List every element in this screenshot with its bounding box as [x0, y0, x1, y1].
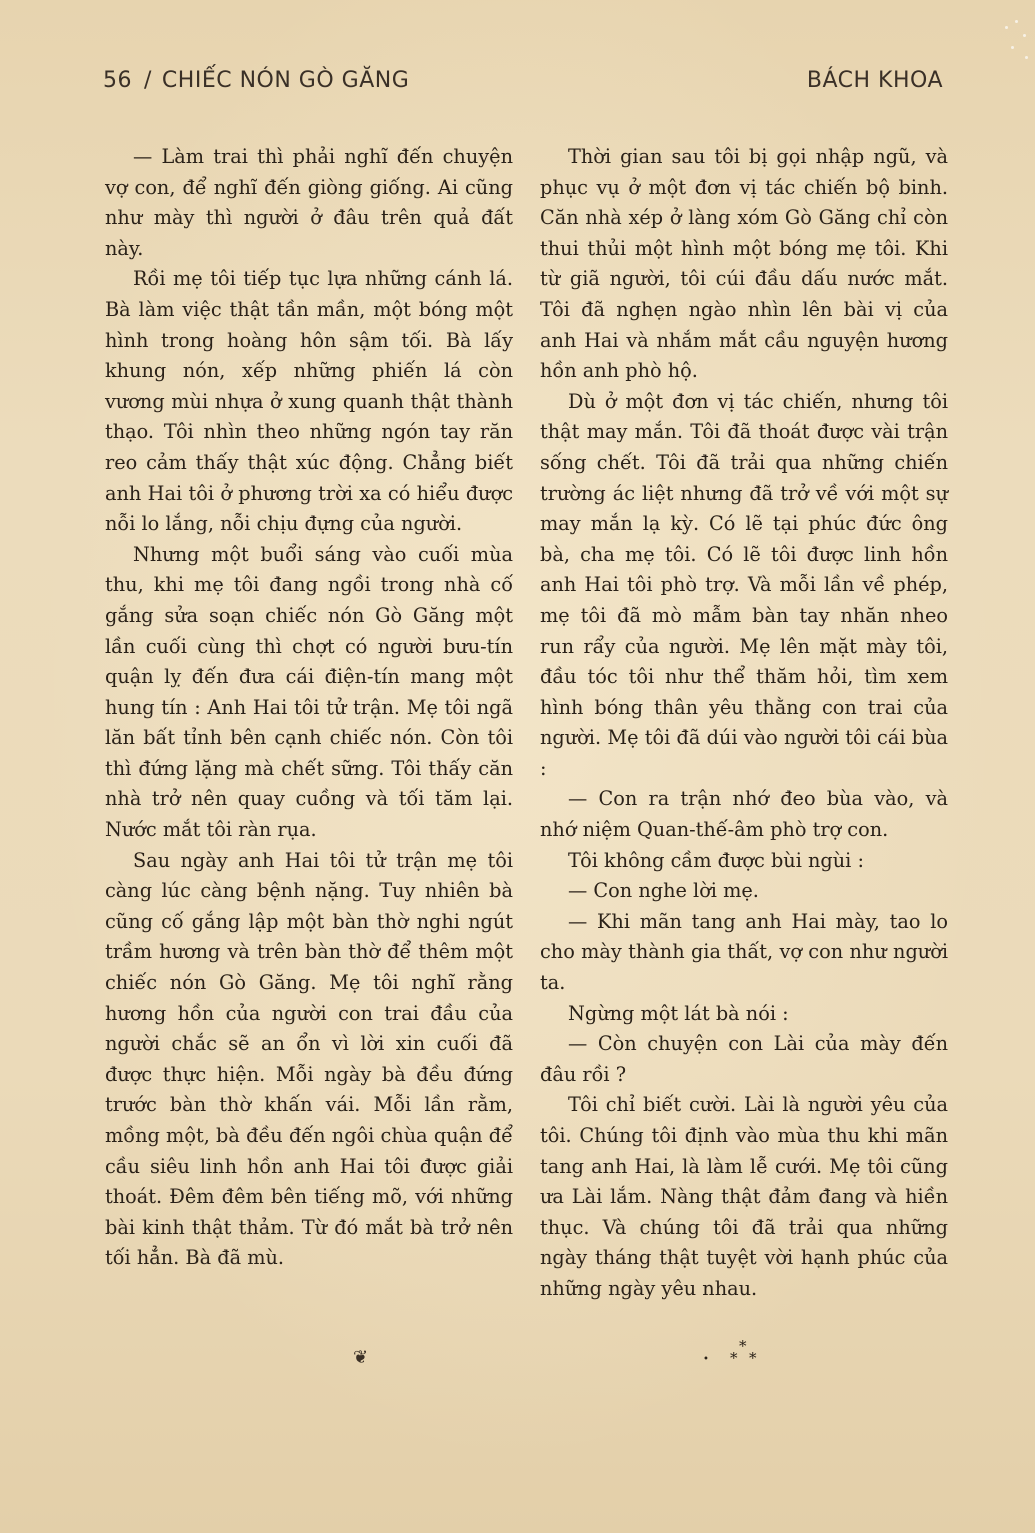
paragraph: — Làm trai thì phải nghĩ đến chuyện vợ con, để nghĩ đến giòng giống. Ai cũng như mày thì người ở đâu trên quả đất này. [105, 145, 513, 260]
dialogue-line: — Khi mãn tang anh Hai mày, tao lo cho mày thành gia thất, vợ con như người ta. [540, 909, 948, 995]
header-separator: / [144, 68, 152, 93]
paragraph: Rồi mẹ tôi tiếp tục lựa những cánh lá. Bà làm việc thật tần mần, một bóng một hình trong hoàng hôn sậm tối. Bà lấy khung nón, xếp những phiến lá còn vương mùi nhựa ở xung quanh thật thành thạo. Tôi nhìn theo những ngón tay răn reo cảm thấy thật xúc động. Chẳng biết anh Hai tôi ở phương trời xa có hiểu được nỗi lo lắng, nỗi chịu đựng của người. [105, 267, 513, 536]
dialogue-line: — Còn chuyện con Lài của mày đến đâu rồi ? [540, 1032, 948, 1086]
header-left [103, 68, 409, 93]
paragraph: Tôi chỉ biết cười. Lài là người yêu của tôi. Chúng tôi định vào mùa thu khi mãn tang anh Hai, là làm lễ cưới. Mẹ tôi cũng ưa Lài lắm. Nàng thật đảm đang và hiền thục. Và chúng tôi đã trải qua những ngày tháng thật tuyệt vời hạnh phúc của những ngày yêu nhau. [540, 1093, 948, 1300]
speck [1023, 34, 1026, 37]
paragraph: Nhưng một buổi sáng vào cuối mùa thu, khi mẹ tôi đang ngồi trong nhà cố gắng sửa soạn chiếc nón Gò Găng một lần cuối cùng thì chợt có người bưu-tín quận lỵ đến đưa cái điện-tín mang một hung tín : Anh Hai tôi tử trận. Mẹ tôi ngã lăn bất tỉnh bên cạnh chiếc nón. Còn tôi thì đứng lặng mà chết sững. Tôi thấy căn nhà trở nên quay cuồng và tối tăm lại. Nước mắt tôi ràn rụa. [105, 542, 513, 842]
magazine-name: BÁCH KHOA [806, 68, 943, 93]
paragraph: Thời gian sau tôi bị gọi nhập ngũ, và phục vụ ở một đơn vị tác chiến bộ binh. Căn nhà xép ở làng xóm Gò Găng chỉ còn thui thủi một hình một bóng mẹ tôi. Khi từ giã người, tôi cúi đầu dấu nước mắt. Tôi đã nghẹn ngào nhìn lên bài vị của anh Hai và nhắm mắt cầu nguyện hương hồn anh phò hộ. [540, 145, 948, 383]
dot-mark: • [703, 1354, 710, 1365]
star-mark: * [730, 1349, 739, 1367]
star-mark: * [739, 1337, 748, 1355]
right-column [540, 142, 948, 1305]
paper-specks [1001, 12, 1031, 72]
paragraph: Sau ngày anh Hai tôi tử trận mẹ tôi càng lúc càng bệnh nặng. Tuy nhiên bà cũng cố gắng lập một bàn thờ nghi ngút trầm hương và trên bàn thờ để thêm một chiếc nón Gò Găng. Mẹ tôi nghĩ rằng hương hồn của người con trai đầu của người chắc sẽ an ổn vì lời xin cuối đã được thực hiện. Mỗi ngày bà đều đứng trước bàn thờ khấn vái. Mỗi lần rằm, mồng một, bà đều đến ngôi chùa quận để cầu siêu linh hồn anh Hai tôi được giải thoát. Đêm đêm bên tiếng mõ, với những bài kinh thật thảm. Từ đó mắt bà trở nên tối hẳn. Bà đã mù. [105, 848, 513, 1270]
article-title: CHIẾC NÓN GÒ GĂNG [161, 68, 410, 93]
end-ornament-icon: ❦ [353, 1347, 369, 1368]
page-number: 56 [103, 68, 132, 93]
speck [1015, 20, 1018, 23]
page-header [103, 68, 943, 102]
dialogue-line: — Con ra trận nhớ đeo bùa vào, và nhớ niệm Quan-thế-âm phò trợ con. [540, 787, 948, 842]
left-column [105, 142, 513, 1274]
speck [1005, 26, 1008, 29]
star-mark: * [749, 1349, 758, 1367]
paragraph: Ngừng một lát bà nói : [568, 1001, 789, 1025]
paragraph: Dù ở một đơn vị tác chiến, nhưng tôi thật may mắn. Tôi đã thoát được vài trận sống chết. Tôi đã trải qua những chiến trường ác liệt nhưng đã trở về với một sự may mắn lạ kỳ. Có lẽ tại phúc đức ông bà, cha mẹ tôi. Có lẽ tôi được linh hồn anh Hai tôi phò trợ. Và mỗi lần về phép, mẹ tôi đã mò mẫm bàn tay nhăn nheo run rẩy của người. Mẹ lên mặt mày tôi, đầu tóc tôi như thể thăm hỏi, tìm xem hình bóng thân yêu thằng con trai của người. Mẹ tôi đã dúi vào người tôi cái bùa : [540, 389, 948, 780]
paragraph: Tôi không cầm được bùi ngùi : [568, 848, 864, 872]
dialogue-line: — Con nghe lời mẹ. [568, 879, 759, 903]
speck [1011, 46, 1014, 49]
speck [1025, 56, 1028, 59]
